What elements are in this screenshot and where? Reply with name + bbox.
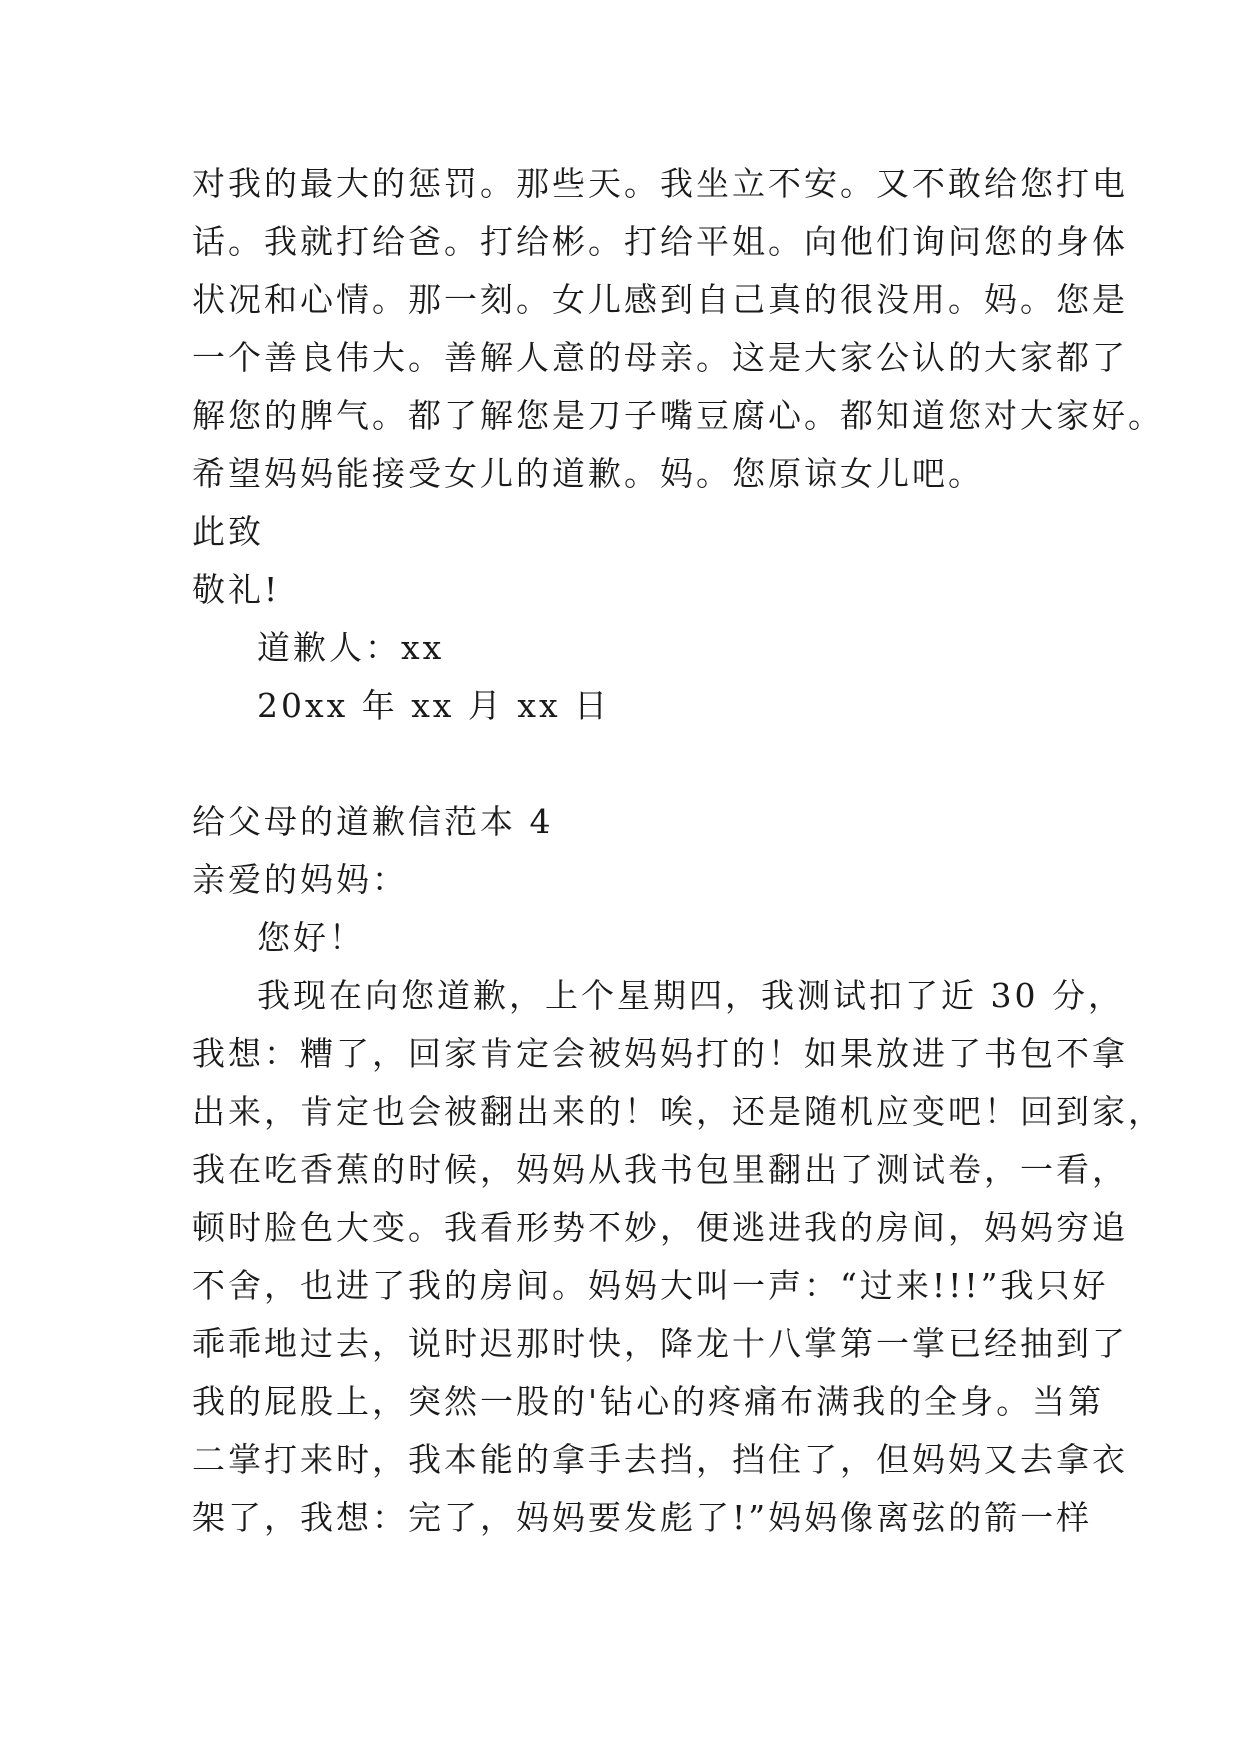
body-text-line: 我现在向您道歉，上个星期四，我测试扣了近 30 分， — [257, 976, 1124, 1015]
body-text-line: 对我的最大的惩罚。那些天。我坐立不安。又不敢给您打电 — [192, 164, 1128, 203]
body-text-line: 我的屁股上，突然一股的'钻心的疼痛布满我的全身。当第 — [192, 1382, 1105, 1421]
body-text-line: 不舍，也进了我的房间。妈妈大叫一声：“过来!!!”我只好 — [192, 1266, 1109, 1305]
closing-regards: 敬礼! — [192, 570, 281, 609]
body-text-line: 二掌打来时，我本能的拿手去挡，挡住了，但妈妈又去拿衣 — [192, 1440, 1128, 1479]
body-text-line: 架了，我想：完了，妈妈要发彪了!”妈妈像离弦的箭一样 — [192, 1498, 1093, 1537]
body-text-line: 话。我就打给爸。打给彬。打给平姐。向他们询问您的身体 — [192, 222, 1128, 261]
body-text-line: 解您的脾气。都了解您是刀子嘴豆腐心。都知道您对大家好。 — [192, 396, 1164, 435]
salutation: 亲爱的妈妈： — [192, 860, 408, 899]
date-line: 20xx 年 xx 月 xx 日 — [257, 686, 611, 725]
body-text-line: 希望妈妈能接受女儿的道歉。妈。您原谅女儿吧。 — [192, 454, 984, 493]
greeting: 您好！ — [257, 918, 365, 957]
signature-line: 道歉人：xx — [257, 628, 445, 667]
body-text-line: 出来，肯定也会被翻出来的！唉，还是随机应变吧！回到家， — [192, 1092, 1164, 1131]
body-text-line: 乖乖地过去，说时迟那时快，降龙十八掌第一掌已经抽到了 — [192, 1324, 1128, 1363]
section-title: 给父母的道歉信范本 4 — [192, 802, 554, 841]
body-text-line: 我想：糟了，回家肯定会被妈妈打的！如果放进了书包不拿 — [192, 1034, 1128, 1073]
body-text-line: 状况和心情。那一刻。女儿感到自己真的很没用。妈。您是 — [192, 280, 1128, 319]
body-text-line: 我在吃香蕉的时候，妈妈从我书包里翻出了测试卷，一看， — [192, 1150, 1128, 1189]
closing-line: 此致 — [192, 512, 264, 551]
body-text-line: 一个善良伟大。善解人意的母亲。这是大家公认的大家都了 — [192, 338, 1128, 377]
body-text-line: 顿时脸色大变。我看形势不妙，便逃进我的房间，妈妈穷追 — [192, 1208, 1128, 1247]
